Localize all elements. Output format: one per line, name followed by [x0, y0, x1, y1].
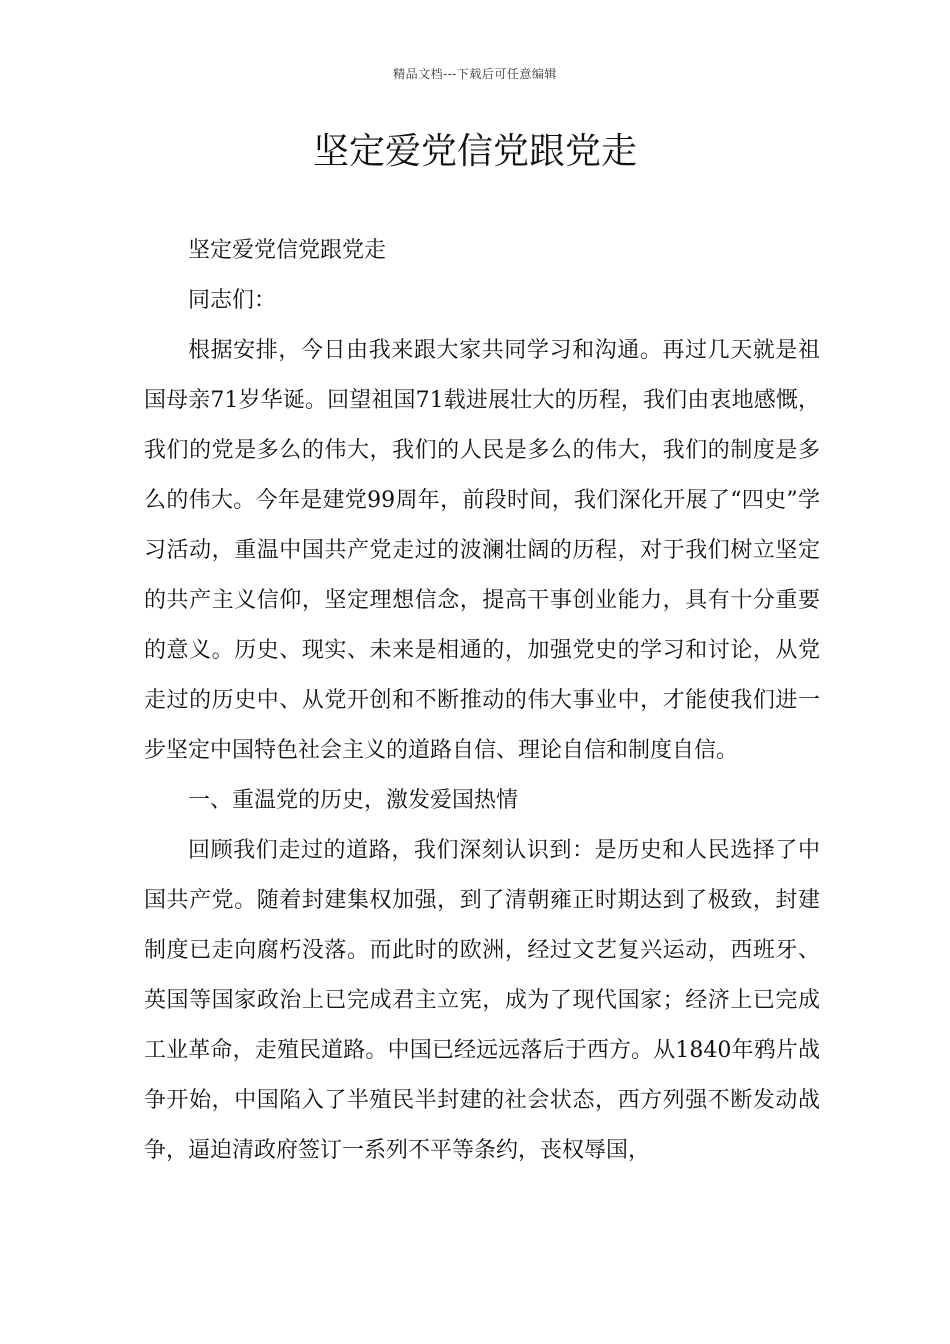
section-heading: 一、重温党的历史，激发爱国热情 [188, 788, 519, 813]
document-title: 坚定爱党信党跟党走 [312, 131, 637, 172]
body-paragraph: 根据安排，今日由我来跟大家共同学习和沟通。再过几天就是祖国母亲71岁华诞。回望祖国71载进展壮大的历程，我们由衷地感慨，我们的党是多么的伟大，我们的人民是多么的伟大，我们的制度是多么的伟大。今年是建党99周年，前段时间，我们深化开展了“四史”学习活动，重温中国共产党走过的波澜壮阔的历程，对于我们树立坚定的共产主义信仰，坚定理想信念，提高干事创业能力，具有十分重要的意义。历史、现实、未来是相通的，加强党史的学习和讨论，从党走过的历史中、从党开创和不断推动的伟大事业中，才能使我们进一步坚定中国特色社会主义的道路自信、理论自信和制度自信。 [144, 338, 820, 763]
header-note: 精品文档---下载后可任意编辑 [393, 67, 557, 81]
document-body [144, 226, 820, 1176]
subtitle-paragraph: 坚定爱党信党跟党走 [188, 238, 387, 263]
salutation-paragraph: 同志们： [188, 288, 277, 313]
body-paragraph: 回顾我们走过的道路，我们深刻认识到：是历史和人民选择了中国共产党。随着封建集权加强，到了清朝雍正时期达到了极致，封建制度已走向腐朽没落。而此时的欧洲，经过文艺复兴运动，西班牙、英国等国家政治上已完成君主立宪，成为了现代国家；经济上已完成工业革命，走殖民道路。中国已经远远落后于西方。从1840年鸦片战争开始，中国陷入了半殖民半封建的社会状态，西方列强不断发动战争，逼迫清政府签订一系列不平等条约，丧权辱国， [144, 838, 820, 1163]
